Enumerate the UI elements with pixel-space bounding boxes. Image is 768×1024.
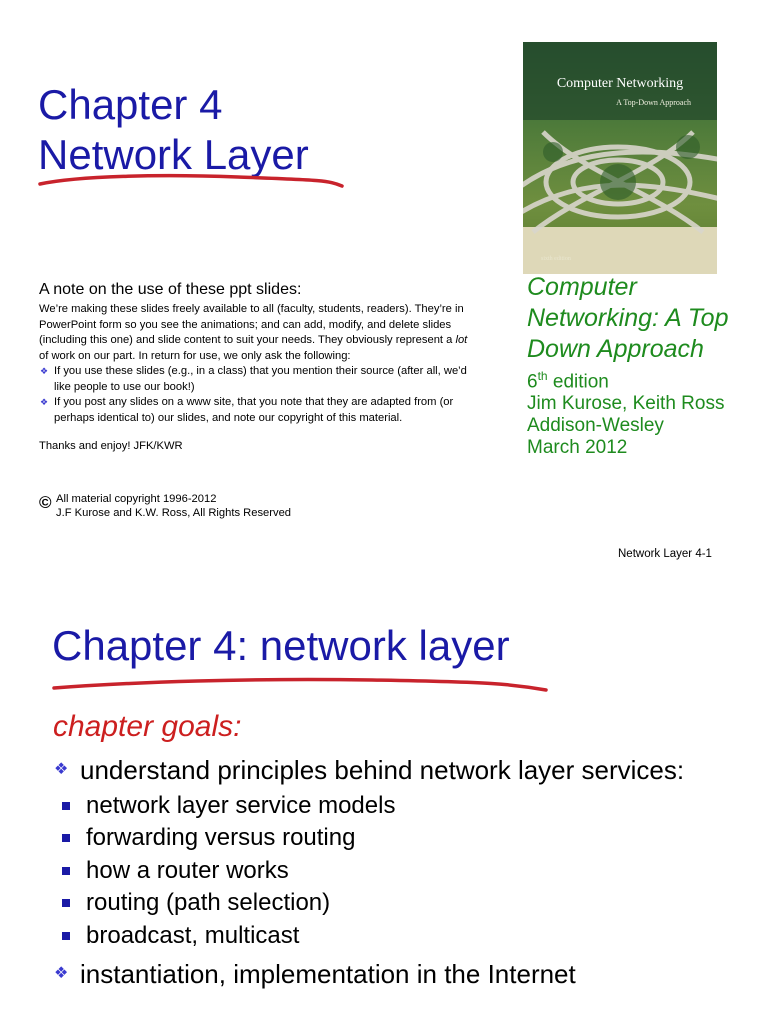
title-underline [52, 674, 552, 694]
diamond-bullet-icon: ❖ [54, 965, 69, 983]
thanks-text: Thanks and enjoy! JFK/KWR [39, 440, 183, 452]
title-underline [38, 170, 348, 190]
cover-title: Computer Networking [556, 76, 684, 91]
square-bullet-icon [62, 899, 70, 907]
square-bullet-icon [62, 867, 70, 875]
square-bullet-icon [62, 802, 70, 810]
edition-word: edition [552, 371, 609, 393]
slide-2-title: Chapter 4: network layer [52, 622, 510, 669]
book-info [527, 272, 767, 459]
note-list [39, 364, 479, 426]
sub-list-item [62, 855, 752, 887]
goals-list [52, 754, 752, 990]
chapter-goals-heading: chapter goals: [53, 710, 242, 743]
book-cover-image [523, 42, 717, 274]
sub-list-item [62, 887, 752, 919]
note-list-item [39, 364, 479, 395]
goal-item [52, 958, 752, 990]
sub-list-text: forwarding versus routing [86, 824, 356, 852]
note-list-item [39, 395, 479, 426]
note-lot: lot [455, 334, 468, 346]
title-line-2: Network Layer [38, 131, 309, 178]
copyright-notice [39, 493, 291, 520]
goal-text: understand principles behind network layer services: [80, 755, 685, 785]
sub-list-item [62, 790, 752, 822]
note-intro-end: of work on our part. In return for use, we only ask the following: [39, 349, 351, 362]
sub-list-item [62, 822, 752, 854]
copyright-icon: © [39, 493, 52, 512]
book-authors: Jim Kurose, Keith Ross [527, 393, 725, 415]
book-edition [527, 365, 767, 393]
square-bullet-icon [62, 932, 70, 940]
note-heading: A note on the use of these ppt slides: [39, 281, 302, 298]
book-publisher: Addison-Wesley [527, 415, 664, 437]
goal-text: instantiation, implementation in the Internet [80, 959, 576, 990]
note-list-text: If you post any slides on a www site, that you note that they are adapted from (or perhaps identical to) our slides, and note our copyright of this material. [54, 396, 454, 424]
goal-sub-list [52, 790, 752, 952]
book-date: March 2012 [527, 437, 628, 459]
slide-2 [0, 582, 768, 1024]
cover-subtitle: A Top-Down Approach [616, 98, 691, 107]
goal-item [52, 754, 752, 786]
note-intro-text: We’re making these slides freely available to all (faculty, students, readers). They’re in PowerPoint form so you see the animations; and can add, modify, and delete slides (including this one) and slide content to suit your needs. They obviously represent a [39, 303, 464, 346]
note-intro [39, 302, 479, 364]
title-line-1: Chapter 4 [38, 81, 223, 128]
copyright-line-1: All material copyright 1996-2012 [56, 493, 217, 505]
cover-edition: sixth edition [541, 256, 571, 262]
sub-list-text: routing (path selection) [86, 889, 331, 917]
diamond-bullet-icon: ❖ [54, 761, 69, 778]
note-body [39, 302, 479, 455]
copyright-line-2: J.F Kurose and K.W. Ross, All Rights Reserved [56, 506, 292, 519]
diamond-bullet-icon: ❖ [40, 366, 49, 376]
edition-number: 6 [527, 371, 538, 393]
slide-1-title [38, 80, 309, 180]
book-title: Computer Networking: A Top Down Approach [527, 273, 729, 363]
note-list-text: If you use these slides (e.g., in a class) that you mention their source (after all, we’d like people to use our book!) [54, 365, 467, 393]
edition-suffix: th [537, 369, 548, 383]
sub-list-item [62, 920, 752, 952]
sub-list-text: network layer service models [86, 792, 396, 819]
diamond-bullet-icon: ❖ [40, 397, 49, 407]
slide-footer: Network Layer 4-1 [618, 548, 712, 560]
square-bullet-icon [62, 834, 70, 842]
sub-list-text: how a router works [86, 856, 289, 884]
sub-list-text: broadcast, multicast [86, 921, 300, 949]
